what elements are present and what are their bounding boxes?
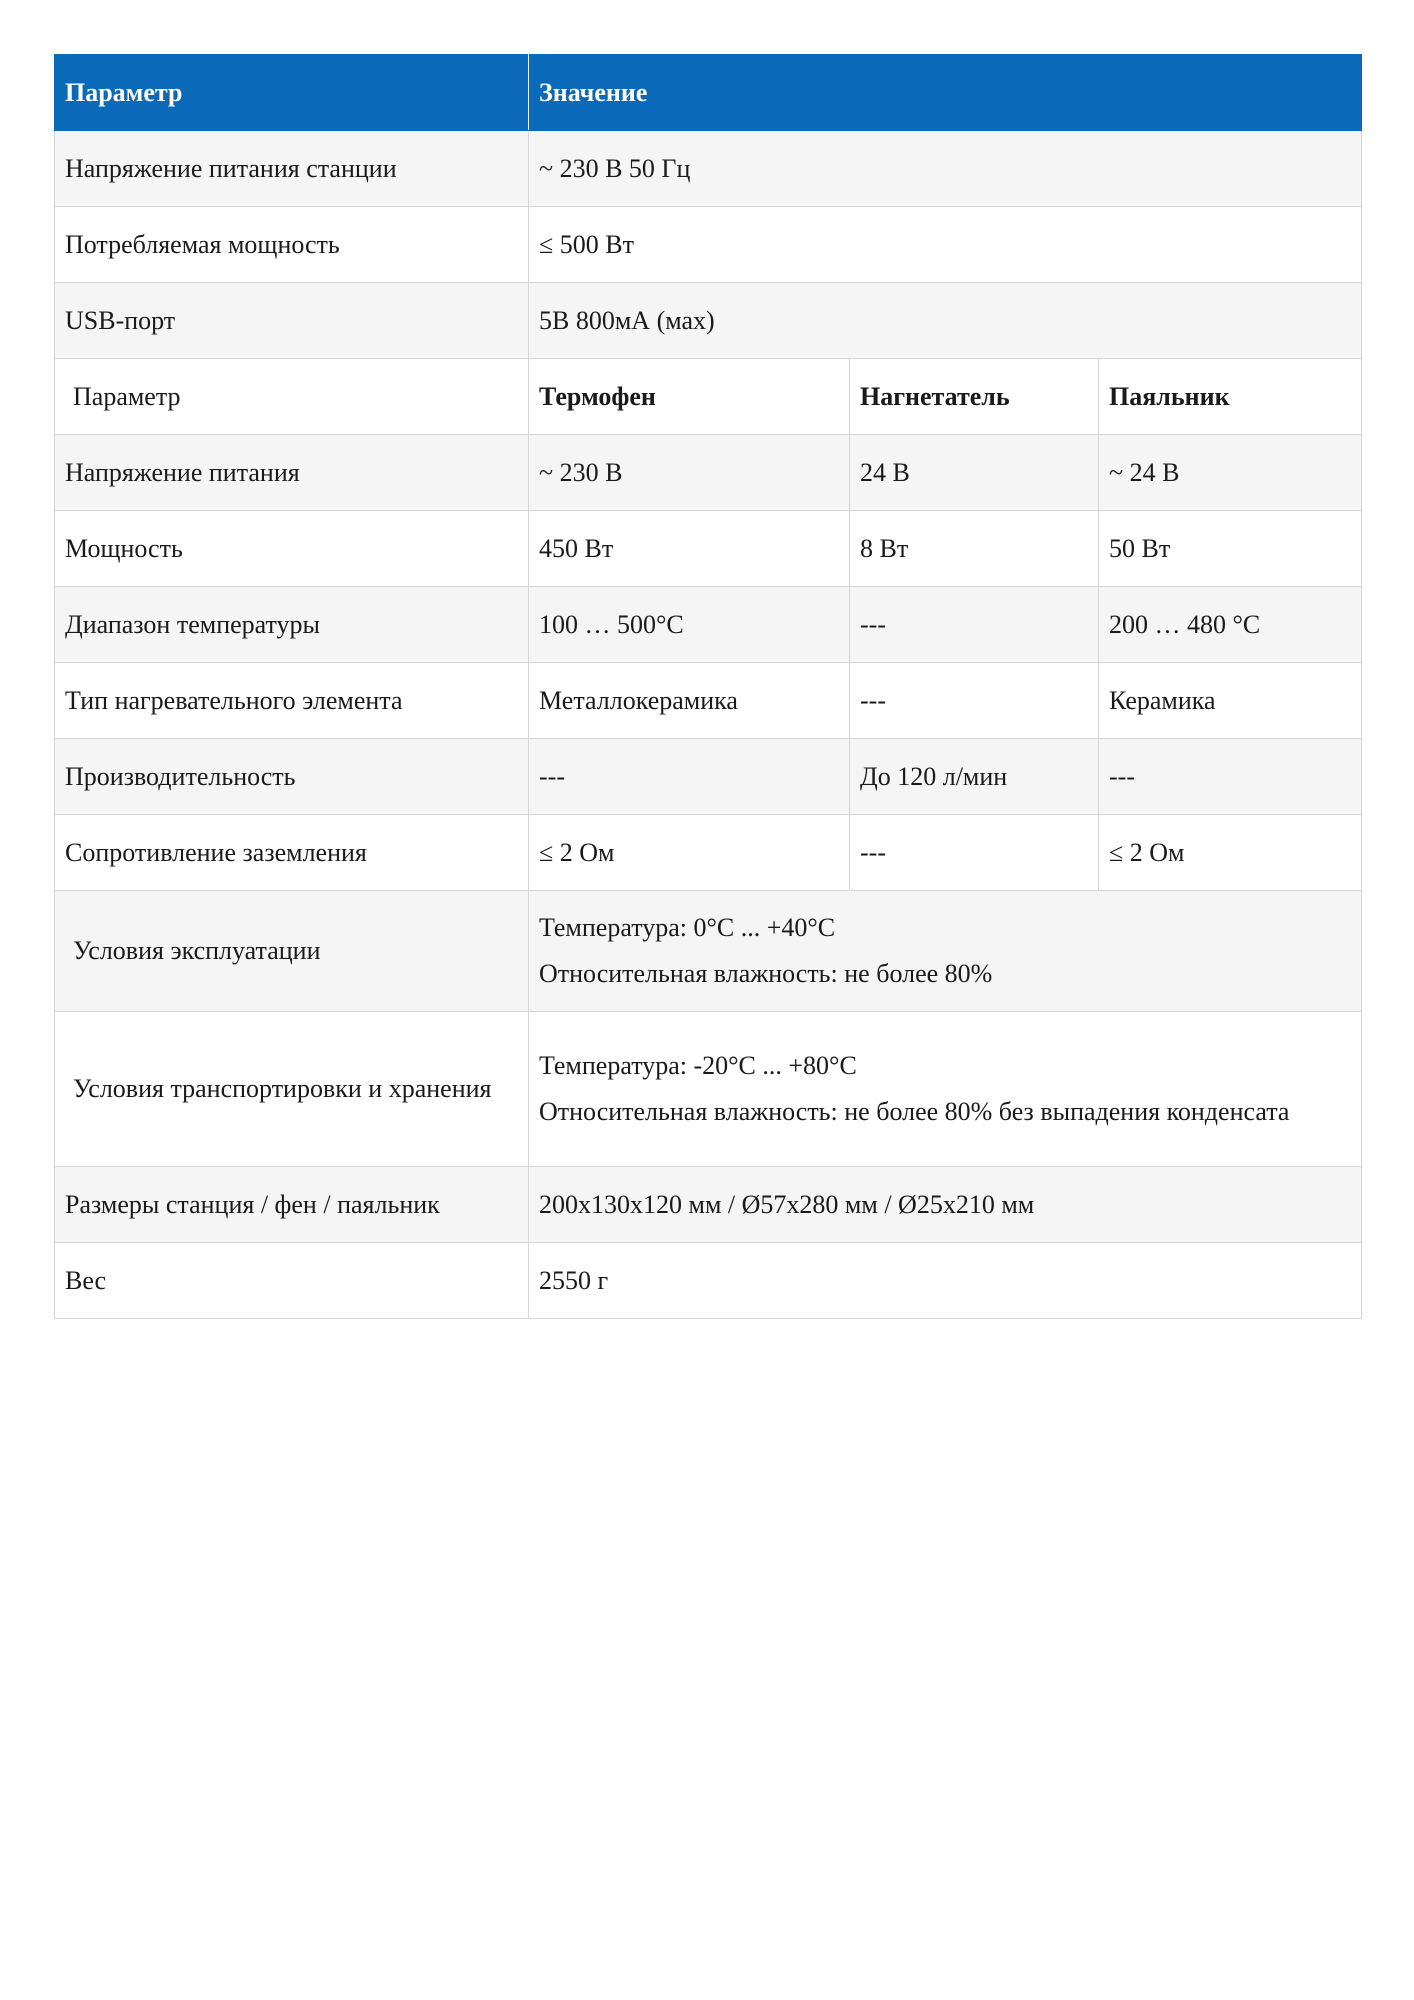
row-label: Напряжение питания xyxy=(55,435,529,511)
storage-humidity: Относительная влажность: не более 80% без выпадения конденсата xyxy=(539,1097,1290,1126)
heat-gun-value: 100 … 500°C xyxy=(529,587,850,663)
table-row xyxy=(55,131,1362,207)
iron-value: 50 Вт xyxy=(1099,511,1362,587)
subheader-param: Параметр xyxy=(55,359,529,435)
table-row xyxy=(55,1167,1362,1243)
row-label: Тип нагревательного элемента xyxy=(55,663,529,739)
row-value: ~ 230 В 50 Гц xyxy=(529,131,1362,207)
row-label: USB-порт xyxy=(55,283,529,359)
operating-temperature: Температура: 0°C ... +40°C xyxy=(539,913,836,942)
row-value: 2550 г xyxy=(529,1243,1362,1319)
subheader-iron: Паяльник xyxy=(1099,359,1362,435)
iron-value: 200 … 480 °C xyxy=(1099,587,1362,663)
table-row xyxy=(55,1243,1362,1319)
row-value: 200x130x120 мм / Ø57x280 мм / Ø25x210 мм xyxy=(529,1167,1362,1243)
blower-value: 24 В xyxy=(850,435,1099,511)
header-value: Значение xyxy=(529,55,1362,131)
table-row xyxy=(55,283,1362,359)
table-row xyxy=(55,739,1362,815)
row-label: Потребляемая мощность xyxy=(55,207,529,283)
row-label: Условия эксплуатации xyxy=(55,891,529,1012)
iron-value: Керамика xyxy=(1099,663,1362,739)
heat-gun-value: --- xyxy=(529,739,850,815)
blower-value: --- xyxy=(850,587,1099,663)
operating-conditions-value xyxy=(529,891,1362,1012)
storage-conditions-value xyxy=(529,1012,1362,1167)
table-row xyxy=(55,207,1362,283)
row-label: Диапазон температуры xyxy=(55,587,529,663)
blower-value: 8 Вт xyxy=(850,511,1099,587)
heat-gun-value: ≤ 2 Ом xyxy=(529,815,850,891)
iron-value: ≤ 2 Ом xyxy=(1099,815,1362,891)
row-label: Напряжение питания станции xyxy=(55,131,529,207)
table-header-row xyxy=(55,55,1362,131)
iron-value: ~ 24 В xyxy=(1099,435,1362,511)
storage-conditions-row xyxy=(55,1012,1362,1167)
blower-value: --- xyxy=(850,663,1099,739)
iron-value: --- xyxy=(1099,739,1362,815)
table-row xyxy=(55,815,1362,891)
row-label: Сопротивление заземления xyxy=(55,815,529,891)
table-row xyxy=(55,435,1362,511)
heat-gun-value: Металлокерамика xyxy=(529,663,850,739)
row-value: 5В 800мА (мах) xyxy=(529,283,1362,359)
header-param: Параметр xyxy=(55,55,529,131)
table-row xyxy=(55,511,1362,587)
row-label: Производительность xyxy=(55,739,529,815)
subheader-heat-gun: Термофен xyxy=(529,359,850,435)
storage-temperature: Температура: -20°C ... +80°C xyxy=(539,1051,857,1080)
subheader-blower: Нагнетатель xyxy=(850,359,1099,435)
component-subheader-row xyxy=(55,359,1362,435)
table-row xyxy=(55,587,1362,663)
operating-humidity: Относительная влажность: не более 80% xyxy=(539,959,993,988)
heat-gun-value: ~ 230 В xyxy=(529,435,850,511)
specifications-table xyxy=(54,54,1362,1319)
row-label: Размеры станция / фен / паяльник xyxy=(55,1167,529,1243)
blower-value: До 120 л/мин xyxy=(850,739,1099,815)
row-label: Мощность xyxy=(55,511,529,587)
heat-gun-value: 450 Вт xyxy=(529,511,850,587)
row-label: Условия транспортировки и хранения xyxy=(55,1012,529,1167)
blower-value: --- xyxy=(850,815,1099,891)
operating-conditions-row xyxy=(55,891,1362,1012)
table-row xyxy=(55,663,1362,739)
row-value: ≤ 500 Вт xyxy=(529,207,1362,283)
row-label: Вес xyxy=(55,1243,529,1319)
